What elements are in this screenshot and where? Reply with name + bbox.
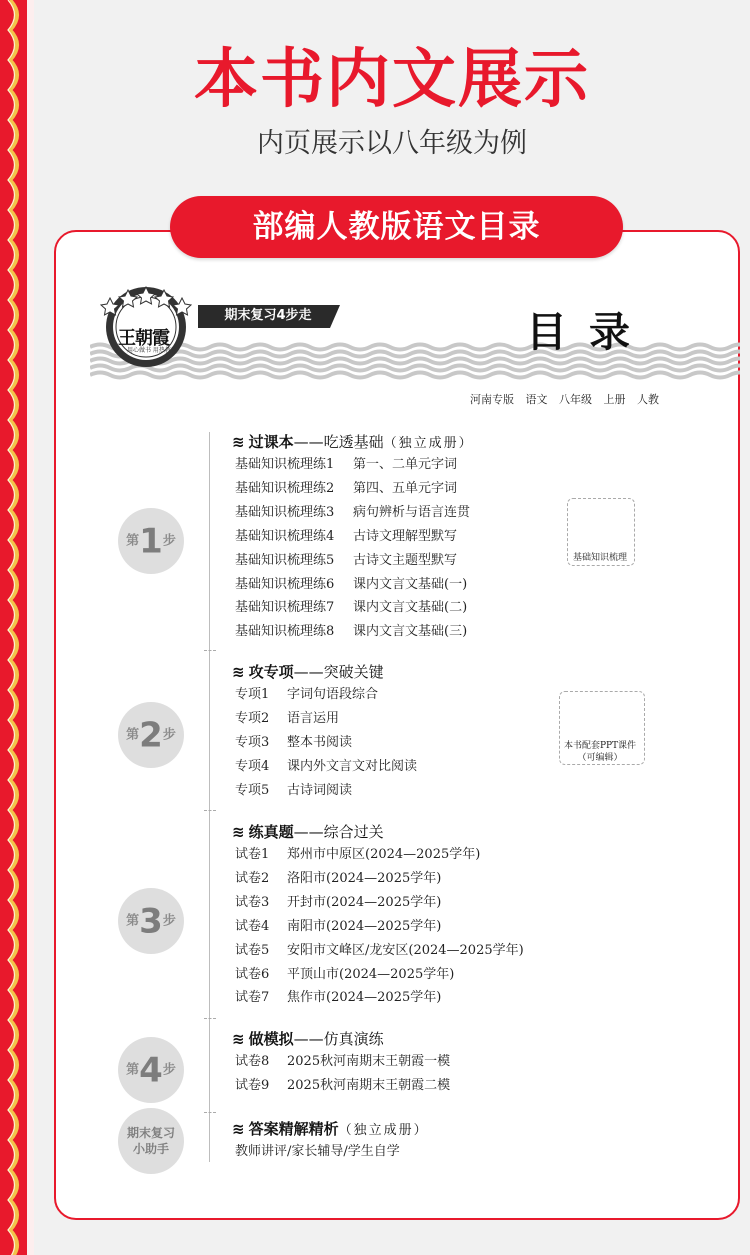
review-tagline: 期末复习4步走	[224, 308, 312, 323]
qr-caption-ppt	[550, 740, 650, 764]
toc-entry-label: 基础知识梳理练4	[235, 528, 335, 544]
toc-entry-label: 试卷4	[235, 918, 270, 934]
toc-entry-title: 郑州市中原区(2024—2025学年)	[287, 847, 481, 862]
timeline-line	[209, 432, 210, 1162]
step-prefix: 第	[126, 913, 140, 929]
section-wave-icon: ≋	[232, 1030, 245, 1048]
page-sub-title: 内页展示以八年级为例	[257, 128, 527, 159]
toc-entry[interactable]	[235, 528, 457, 546]
qr-caption-basics: 基础知识梳理	[572, 553, 627, 563]
qr-caption-ppt-line2: （可编辑）	[577, 753, 623, 763]
toc-entry-title: 课内文言文基础(三)	[353, 624, 468, 640]
step-3-badge	[118, 888, 184, 954]
toc-entry-title: 开封市(2024—2025学年)	[287, 894, 442, 910]
section-heading-subtitle: 综合过关	[323, 823, 384, 841]
timeline-divider	[204, 1018, 216, 1019]
helper-badge	[118, 1108, 184, 1174]
toc-entry-title: 语言运用	[287, 710, 340, 726]
toc-entry[interactable]	[235, 894, 441, 912]
decorative-border	[0, 0, 34, 1255]
section-wave-icon: ≋	[232, 823, 245, 841]
toc-entry[interactable]	[235, 480, 457, 498]
toc-entry-title: 平顶山市(2024—2025学年)	[287, 966, 455, 982]
toc-entry-title: 病句辨析与语言连贯	[353, 504, 471, 520]
toc-entry[interactable]	[235, 918, 441, 936]
timeline-divider	[204, 650, 216, 651]
step-prefix: 第	[126, 1062, 140, 1078]
toc-entry[interactable]	[235, 870, 441, 888]
toc-entry-label: 试卷7	[235, 990, 270, 1006]
toc-entry[interactable]	[235, 504, 470, 522]
toc-entry-label: 基础知识梳理练8	[235, 624, 335, 640]
section-heading-subtitle: 仿真演练	[323, 1030, 384, 1048]
toc-title: 目录	[526, 308, 652, 356]
section-heading	[232, 822, 384, 844]
toc-entry-title: 课内外文言文对比阅读	[287, 758, 418, 774]
toc-entry-title: 字词句语段综合	[287, 687, 379, 702]
section-heading-dash: ——	[293, 433, 324, 451]
toc-entry-label: 基础知识梳理练5	[235, 552, 335, 568]
toc-entry-title: 2025秋河南期末王朝霞二模	[287, 1077, 451, 1093]
toc-entry[interactable]	[235, 710, 339, 728]
toc-entry-title: 古诗词阅读	[287, 782, 353, 798]
section-heading-note: （独立成册）	[383, 436, 474, 451]
section-heading-dash: ——	[293, 663, 324, 681]
step-suffix: 步	[162, 727, 176, 743]
brand-logo-slogan: 用心做书 用热教育	[127, 347, 177, 354]
toc-entry-title: 第一、二单元字词	[353, 457, 458, 472]
toc-entry[interactable]	[235, 989, 441, 1007]
section-heading-note: （独立成册）	[338, 1123, 429, 1138]
toc-entry-label: 专项4	[235, 758, 270, 774]
step-suffix: 步	[162, 1062, 176, 1078]
section-heading	[232, 1119, 429, 1141]
section-heading-title: 答案精解精析	[248, 1120, 339, 1138]
decorative-wave	[90, 373, 740, 378]
step-prefix: 第	[126, 727, 140, 743]
page-main-title: 本书内文展示	[194, 43, 590, 117]
section-heading	[232, 432, 474, 454]
toc-entry-label: 专项2	[235, 710, 270, 726]
toc-entry[interactable]	[235, 782, 352, 800]
toc-entry[interactable]	[235, 576, 467, 594]
toc-entry-title: 2025秋河南期末王朝霞一模	[287, 1054, 451, 1069]
edition-meta: 河南专版 语文 八年级 上册 人教	[470, 393, 659, 406]
toc-entry-label: 基础知识梳理练6	[235, 576, 335, 592]
toc-entry-label: 基础知识梳理练7	[235, 600, 335, 616]
decorative-wave	[90, 366, 740, 371]
toc-entry-title: 南阳市(2024—2025学年)	[287, 918, 442, 934]
toc-entry-title: 古诗文主题型默写	[353, 552, 458, 568]
toc-entry-label: 试卷3	[235, 894, 270, 910]
helper-badge-line2: 小助手	[132, 1142, 169, 1156]
toc-entry-label: 试卷8	[235, 1054, 270, 1069]
brand-logo-name: 王朝霞	[118, 328, 169, 349]
toc-entry-label: 基础知识梳理练1	[235, 457, 335, 472]
toc-entry-label: 专项3	[235, 734, 270, 750]
section-heading	[232, 1029, 384, 1051]
toc-entry[interactable]	[235, 686, 378, 704]
toc-entry-label: 试卷6	[235, 966, 270, 982]
toc-entry[interactable]	[235, 942, 524, 960]
timeline-divider	[204, 1112, 216, 1113]
section-heading-title: 过课本	[248, 433, 294, 451]
toc-entry[interactable]	[235, 1053, 450, 1071]
toc-entry-title: 课内文言文基础(二)	[353, 600, 468, 616]
toc-entry[interactable]	[235, 846, 480, 864]
step-1-badge	[118, 508, 184, 574]
toc-entry-label: 基础知识梳理练3	[235, 504, 335, 520]
section-heading-dash: ——	[293, 1030, 324, 1048]
toc-entry[interactable]	[235, 1077, 450, 1095]
section-wave-icon: ≋	[232, 433, 245, 451]
step-prefix: 第	[126, 533, 140, 549]
section-heading-dash: ——	[293, 823, 324, 841]
section-banner: 部编人教版语文目录	[170, 196, 623, 258]
step-2-badge	[118, 702, 184, 768]
step-number: 4	[139, 1050, 163, 1091]
toc-entry-title: 安阳市文峰区/龙安区(2024—2025学年)	[287, 942, 524, 958]
section-heading-title: 练真题	[248, 823, 294, 841]
toc-entry[interactable]	[235, 758, 417, 776]
toc-entry-title: 第四、五单元字词	[353, 480, 458, 496]
toc-entry-label: 基础知识梳理练2	[235, 480, 335, 496]
toc-entry-title: 焦作市(2024—2025学年)	[287, 990, 442, 1006]
section-heading	[232, 662, 384, 684]
toc-entry[interactable]	[235, 599, 467, 617]
step-4-badge	[118, 1037, 184, 1103]
qr-caption-ppt-line1: 本书配套PPT课件	[563, 741, 637, 751]
toc-entry-label: 专项1	[235, 687, 270, 702]
step-suffix: 步	[162, 533, 176, 549]
section-heading-title: 做模拟	[248, 1030, 294, 1048]
toc-entry[interactable]	[235, 1143, 400, 1161]
toc-entry-title: 洛阳市(2024—2025学年)	[287, 870, 442, 886]
toc-entry[interactable]	[235, 623, 467, 641]
step-number: 1	[139, 521, 163, 562]
step-suffix: 步	[162, 913, 176, 929]
section-heading-title: 攻专项	[248, 663, 294, 681]
toc-entry-label: 教师讲评/家长辅导/学生自学	[235, 1144, 400, 1159]
toc-entry[interactable]	[235, 966, 454, 984]
section-wave-icon: ≋	[232, 663, 245, 681]
toc-entry-label: 专项5	[235, 782, 270, 798]
toc-entry[interactable]	[235, 456, 457, 474]
toc-entry-title: 整本书阅读	[287, 734, 353, 750]
section-wave-icon: ≋	[232, 1120, 245, 1138]
toc-entry-title: 古诗文理解型默写	[353, 528, 458, 544]
toc-entry-label: 试卷2	[235, 870, 270, 886]
section-heading-subtitle: 吃透基础	[323, 433, 384, 451]
section-heading-subtitle: 突破关键	[323, 663, 384, 681]
step-number: 3	[139, 901, 163, 942]
timeline-divider	[204, 810, 216, 811]
toc-entry-label: 试卷5	[235, 942, 270, 958]
step-number: 2	[139, 715, 163, 756]
toc-entry-label: 试卷9	[235, 1077, 270, 1093]
toc-entry[interactable]	[235, 734, 352, 752]
toc-entry-title: 课内文言文基础(一)	[353, 576, 468, 592]
helper-badge-line1: 期末复习	[126, 1126, 175, 1140]
toc-entry-label: 试卷1	[235, 847, 270, 862]
toc-entry[interactable]	[235, 552, 457, 570]
